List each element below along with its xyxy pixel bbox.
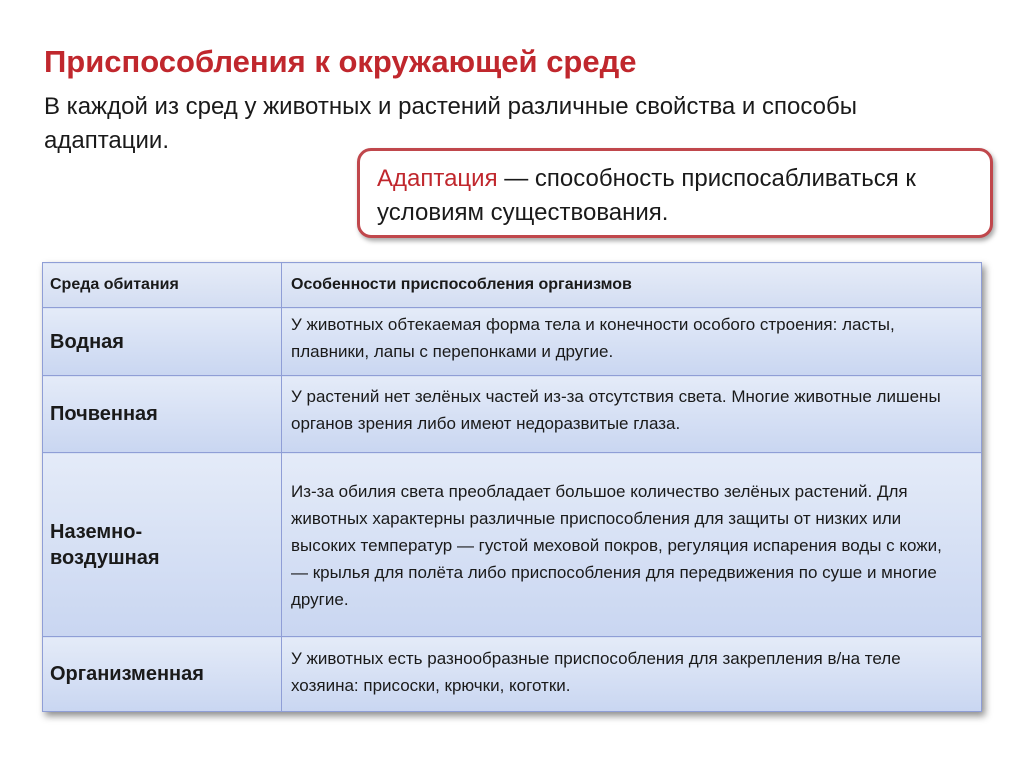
slide-subtitle: В каждой из сред у животных и растений различные свойства и способы адаптации. xyxy=(44,93,857,154)
definition-text: — способность приспосабливаться к условиям существования. xyxy=(377,165,916,226)
table-row xyxy=(43,376,982,453)
definition-term: Адаптация xyxy=(377,165,498,192)
environment-cell: Водная xyxy=(43,308,282,376)
features-cell xyxy=(282,453,982,637)
table-row xyxy=(43,637,982,712)
definition-box xyxy=(357,148,993,238)
environment-text: Наземно-воздушная xyxy=(50,520,160,569)
table-row xyxy=(43,308,982,376)
features-cell xyxy=(282,637,982,712)
table-header-row xyxy=(43,263,982,308)
table-row xyxy=(43,453,982,637)
features-text: У животных есть разнообразные приспособления для закрепления в/на теле хозяина: присоски, крючки, коготки. xyxy=(291,649,901,695)
features-text: У животных обтекаемая форма тела и конечности особого строения: ласты, плавники, лапы с перепонками и другие. xyxy=(291,314,895,361)
adaptation-table xyxy=(42,262,982,712)
environment-cell: Организменная xyxy=(43,637,282,712)
features-cell xyxy=(282,376,982,453)
slide-title: Приспособления к окружающей среде xyxy=(44,44,637,79)
environment-cell: Почвенная xyxy=(43,376,282,453)
features-text: У растений нет зелёных частей из-за отсутствия света. Многие животные лишены органов зрения либо имеют недоразвитые глаза. xyxy=(291,387,941,433)
features-cell xyxy=(282,308,982,376)
header-environment: Среда обитания xyxy=(43,263,282,308)
header-features: Особенности приспособления организмов xyxy=(282,263,982,308)
features-text: Из-за обилия света преобладает большое количество зелёных растений. Для животных характерны различные приспособления для защиты от низких или высоких температур — густой меховой покров, регуляция испарения воды с кожи, — крылья для полёта либо приспособления для передвижения по суше и многие другие. xyxy=(291,482,942,609)
environment-cell xyxy=(43,453,282,637)
